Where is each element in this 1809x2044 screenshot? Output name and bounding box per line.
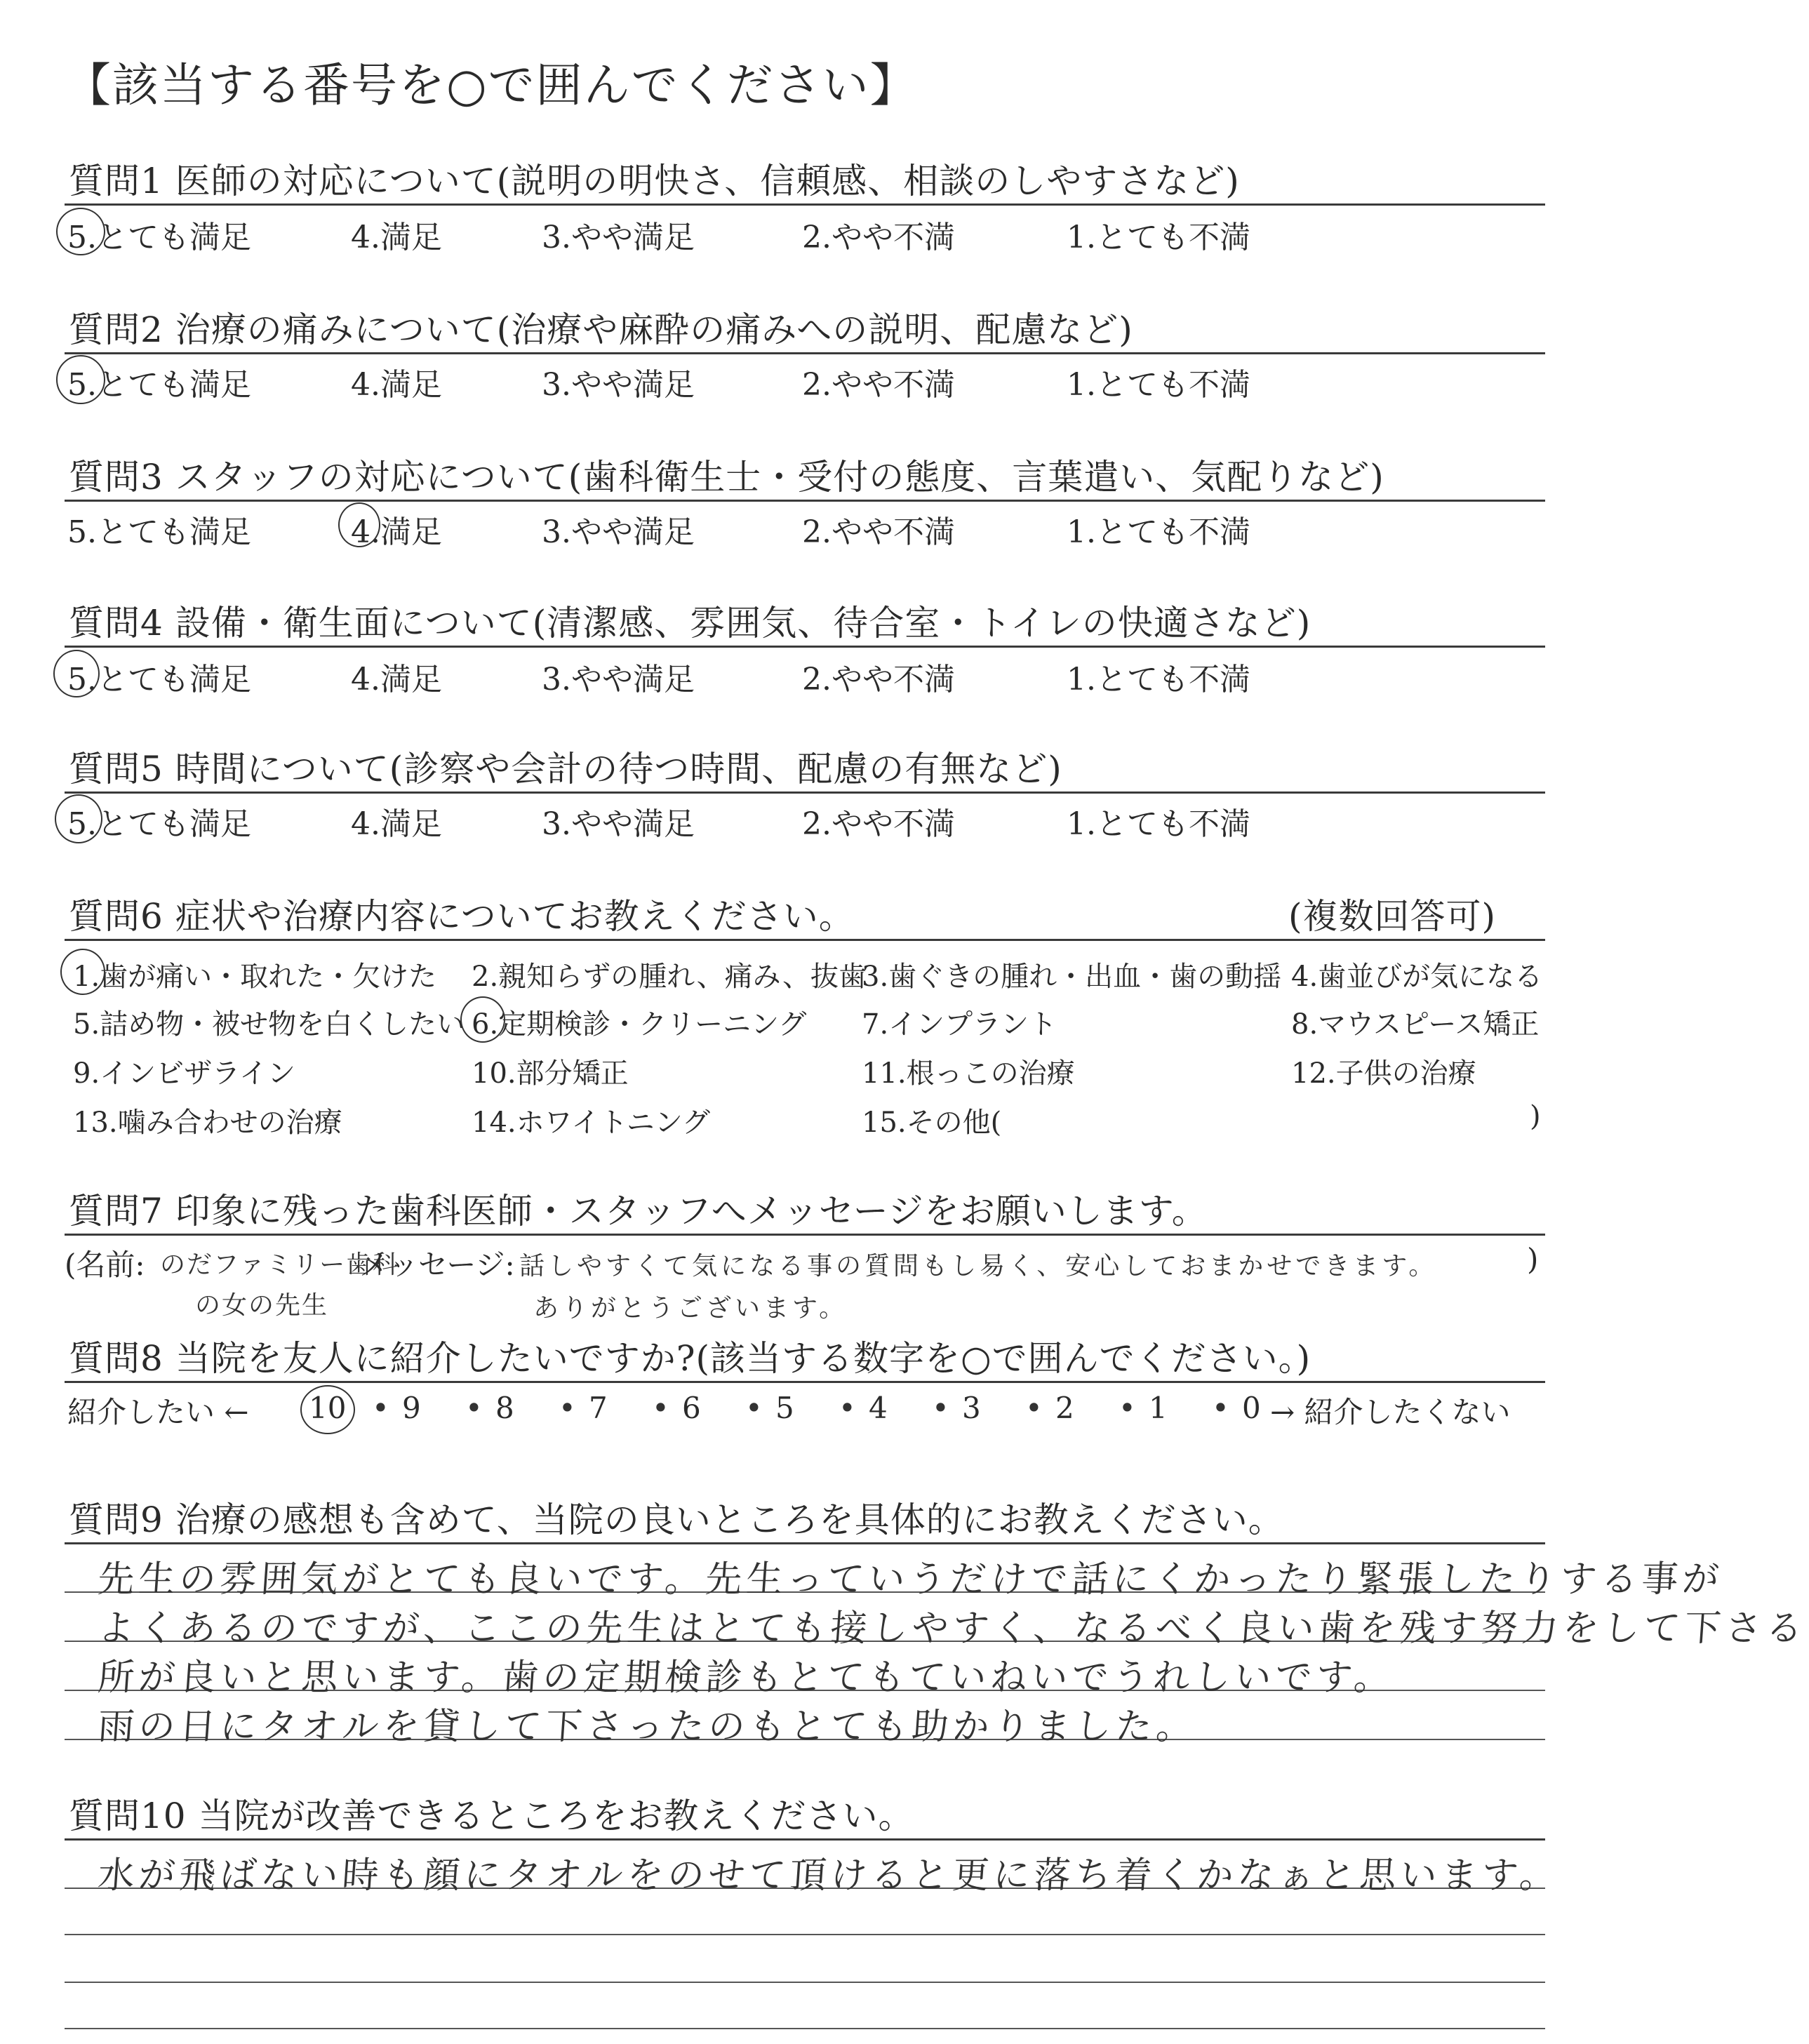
scale-value-1[interactable]: 1 <box>1149 1391 1168 1425</box>
answer-line-text[interactable]: よくあるのですが、ここの先生はとても接しやすく、なるべく良い歯を残す努力をして下さる <box>96 1608 1808 1650</box>
question-9-title: 質問9 治療の感想も含めて、当院の良いところを具体的にお教えください。 <box>69 1499 1284 1540</box>
recommend-left-label: 紹介したい ← <box>67 1395 249 1429</box>
message-line-1[interactable]: 話しやすくて気になる事の質問もし易く、安心しておまかせできます。 <box>519 1252 1438 1281</box>
q6-option-4[interactable]: 4.歯並びが気になる <box>1291 961 1543 993</box>
q1-option-2[interactable]: 2.やや不満 <box>802 220 955 255</box>
q3-option-4[interactable]: 4.満足 <box>351 514 442 550</box>
q5-option-1[interactable]: 1.とても不満 <box>1067 806 1250 842</box>
message-close-paren: ) <box>1527 1242 1539 1276</box>
scale-value-3[interactable]: 3 <box>962 1391 981 1425</box>
divider <box>65 1234 1545 1236</box>
answer-line-text[interactable]: 先生の雰囲気がとても良いです。先生っていうだけで話にくかったり緊張したりする事が <box>96 1558 1725 1601</box>
answer-line-text[interactable]: 雨の日にタオルを貸して下さったのもとても助かりました。 <box>96 1706 1199 1748</box>
divider <box>65 939 1545 941</box>
divider <box>65 1381 1545 1383</box>
scale-value-5[interactable]: 5 <box>775 1391 794 1425</box>
answer-line <box>65 2028 1545 2029</box>
selection-circle <box>300 1385 355 1434</box>
q5-option-3[interactable]: 3.やや満足 <box>542 806 695 842</box>
q6-option-5[interactable]: 5.詰め物・被せ物を白くしたい <box>73 1008 465 1041</box>
selection-circle <box>338 502 380 547</box>
multiple-answer-note: (複数回答可) <box>1288 896 1497 937</box>
q6-option-8[interactable]: 8.マウスピース矯正 <box>1291 1008 1540 1041</box>
q3-option-3[interactable]: 3.やや満足 <box>542 514 695 550</box>
divider <box>65 500 1545 502</box>
divider <box>65 203 1545 206</box>
scale-value-0[interactable]: 0 <box>1242 1391 1261 1425</box>
scale-separator: • <box>559 1391 576 1425</box>
q2-option-1[interactable]: 1.とても不満 <box>1067 367 1250 403</box>
scale-separator: • <box>1119 1391 1136 1425</box>
q2-option-5[interactable]: 5.とても満足 <box>67 367 251 403</box>
form-header: 【該当する番号を○で囲んでください】 <box>65 58 918 112</box>
question-8-title: 質問8 当院を友人に紹介したいですか?(該当する数字を○で囲んでください。) <box>69 1338 1311 1379</box>
q4-option-5[interactable]: 5.とても満足 <box>67 662 251 697</box>
q2-option-3[interactable]: 3.やや満足 <box>542 367 695 403</box>
question-3-title: 質問3 スタッフの対応について(歯科衛生士・受付の態度、言葉遣い、気配りなど) <box>69 457 1384 497</box>
q5-option-5[interactable]: 5.とても満足 <box>67 806 251 842</box>
divider <box>65 646 1545 648</box>
name-label: (名前: <box>65 1248 145 1282</box>
answer-line <box>65 1982 1545 1983</box>
scale-separator: • <box>839 1391 856 1425</box>
divider <box>65 791 1545 794</box>
q5-option-2[interactable]: 2.やや不満 <box>802 806 955 842</box>
scale-value-7[interactable]: 7 <box>589 1391 608 1425</box>
q6-option-3[interactable]: 3.歯ぐきの腫れ・出血・歯の動揺 <box>862 961 1282 993</box>
name-value-line-2[interactable]: の女の先生 <box>195 1291 329 1320</box>
q6-option-15[interactable]: 15.その他( <box>862 1107 1002 1139</box>
q6-option-13[interactable]: 13.噛み合わせの治療 <box>73 1107 342 1139</box>
message-line-2[interactable]: ありがとうございます。 <box>533 1294 848 1323</box>
q6-option-7[interactable]: 7.インプラント <box>862 1008 1057 1041</box>
name-value[interactable]: のだファミリー歯科 <box>160 1250 400 1279</box>
question-6-title: 質問6 症状や治療内容についてお教えください。 <box>69 896 855 937</box>
scale-separator: • <box>372 1391 389 1425</box>
q2-option-2[interactable]: 2.やや不満 <box>802 367 955 403</box>
scale-separator: • <box>745 1391 763 1425</box>
q6-option-9[interactable]: 9.インビザライン <box>73 1057 295 1090</box>
scale-value-4[interactable]: 4 <box>869 1391 888 1425</box>
scale-value-2[interactable]: 2 <box>1055 1391 1074 1425</box>
divider <box>65 352 1545 354</box>
selection-circle <box>53 650 100 697</box>
q6-other-close-paren: ) <box>1530 1100 1541 1133</box>
question-10-title: 質問10 当院が改善できるところをお教えください。 <box>69 1796 914 1836</box>
q2-option-4[interactable]: 4.満足 <box>351 367 442 403</box>
scale-value-9[interactable]: 9 <box>402 1391 421 1425</box>
scale-separator: • <box>1025 1391 1043 1425</box>
question-5-title: 質問5 時間について(診察や会計の待つ時間、配慮の有無など) <box>69 749 1062 789</box>
divider <box>65 1542 1545 1544</box>
scale-value-6[interactable]: 6 <box>682 1391 701 1425</box>
q4-option-1[interactable]: 1.とても不満 <box>1067 662 1250 697</box>
answer-line-text[interactable]: 所が良いと思います。歯の定期検診もとてもていねいでうれしいです。 <box>96 1657 1396 1699</box>
question-2-title: 質問2 治療の痛みについて(治療や麻酔の痛みへの説明、配慮など) <box>69 309 1133 350</box>
q1-option-1[interactable]: 1.とても不満 <box>1067 220 1250 255</box>
question-7-title: 質問7 印象に残った歯科医師・スタッフへメッセージをお願いします。 <box>69 1191 1208 1231</box>
q6-option-6[interactable]: 6.定期検診・クリーニング <box>472 1008 807 1041</box>
scale-separator: • <box>465 1391 483 1425</box>
q4-option-3[interactable]: 3.やや満足 <box>542 662 695 697</box>
selection-circle <box>56 355 105 404</box>
q6-option-10[interactable]: 10.部分矯正 <box>472 1057 629 1090</box>
scale-value-8[interactable]: 8 <box>495 1391 514 1425</box>
message-label: メッセージ: <box>359 1248 515 1282</box>
scale-separator: • <box>932 1391 949 1425</box>
q6-option-11[interactable]: 11.根っこの治療 <box>862 1057 1075 1090</box>
q4-option-4[interactable]: 4.満足 <box>351 662 442 697</box>
answer-line-text[interactable]: 水が飛ばない時も顔にタオルをのせて頂けると更に落ち着くかなぁと思います。 <box>96 1855 1562 1897</box>
selection-circle <box>55 794 102 843</box>
scale-separator: • <box>1212 1391 1229 1425</box>
question-4-title: 質問4 設備・衛生面について(清潔感、雰囲気、待合室・トイレの快適さなど) <box>69 603 1311 643</box>
answer-line <box>65 1934 1545 1935</box>
selection-circle <box>460 996 505 1043</box>
q1-option-4[interactable]: 4.満足 <box>351 220 442 255</box>
selection-circle <box>56 208 105 255</box>
q3-option-5[interactable]: 5.とても満足 <box>67 514 251 550</box>
q3-option-1[interactable]: 1.とても不満 <box>1067 514 1250 550</box>
recommend-right-label: → 紹介したくない <box>1270 1395 1511 1429</box>
q1-option-3[interactable]: 3.やや満足 <box>542 220 695 255</box>
q6-option-2[interactable]: 2.親知らずの腫れ、痛み、抜歯 <box>472 961 867 993</box>
q6-option-12[interactable]: 12.子供の治療 <box>1291 1057 1476 1090</box>
q3-option-2[interactable]: 2.やや不満 <box>802 514 955 550</box>
q1-option-5[interactable]: 5.とても満足 <box>67 220 251 255</box>
q6-option-1[interactable]: 1.歯が痛い・取れた・欠けた <box>73 961 437 993</box>
q6-option-14[interactable]: 14.ホワイトニング <box>472 1107 711 1139</box>
scale-value-10[interactable]: 10 <box>309 1391 347 1425</box>
q5-option-4[interactable]: 4.満足 <box>351 806 442 842</box>
question-1-title: 質問1 医師の対応について(説明の明快さ、信頼感、相談のしやすさなど) <box>69 161 1240 201</box>
selection-circle <box>60 949 105 995</box>
scale-separator: • <box>652 1391 669 1425</box>
divider <box>65 1838 1545 1841</box>
q4-option-2[interactable]: 2.やや不満 <box>802 662 955 697</box>
